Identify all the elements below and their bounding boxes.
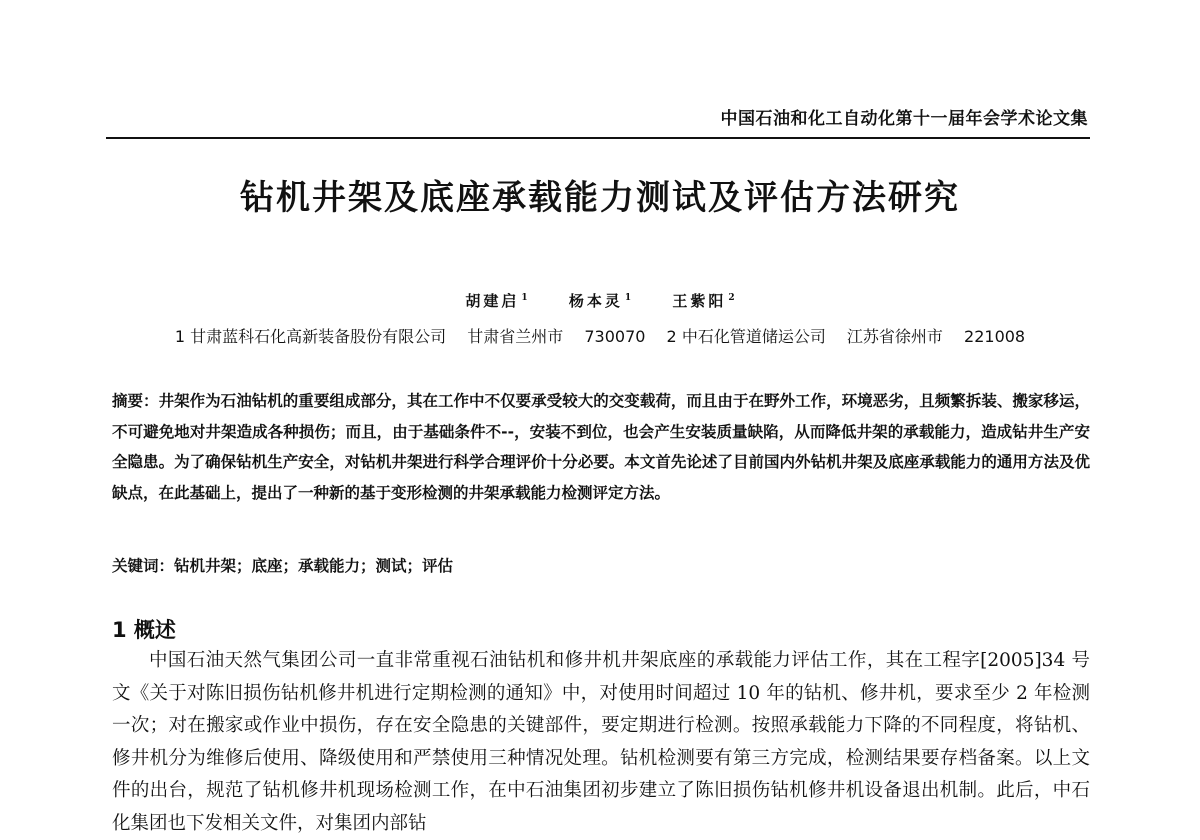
author-name: 胡建启 (465, 292, 520, 310)
author-list (0, 290, 1200, 311)
affiliation-2-postcode: 221008 (964, 327, 1026, 346)
author-3 (672, 290, 734, 311)
author-2 (569, 290, 631, 311)
keywords (112, 551, 1090, 581)
affiliation-2-city: 江苏省徐州市 (846, 327, 943, 346)
keywords-label: 关键词： (112, 557, 175, 575)
abstract (112, 386, 1090, 508)
author-1 (465, 290, 527, 311)
affiliations (0, 324, 1200, 347)
keywords-text: 钻机井架；底座；承载能力；测试；评估 (174, 557, 454, 575)
author-affiliation-mark: 2 (728, 293, 735, 303)
affiliation-2-org: 2 中石化管道储运公司 (666, 327, 826, 346)
abstract-text: 井架作为石油钻机的重要组成部分，其在工作中不仅要承受较大的交变载荷，而且由于在野外工作，环境恶劣，且频繁拆装、搬家移运，不可避免地对井架造成各种损伤；而且，由于基础条件不--，安装不到位，也会产生安装质量缺陷，从而降低井架的承载能力，造成钻井生产安全隐患。为了确保钻机生产安全，对钻机井架进行科学合理评价十分必要。本文首先论述了目前国内外钻机井架及底座承载能力的通用方法及优缺点，在此基础上，提出了一种新的基于变形检测的井架承载能力检测评定方法。 (112, 392, 1090, 502)
affiliation-1-org: 1 甘肃蓝科石化高新装备股份有限公司 (174, 327, 447, 346)
affiliation-1-city: 甘肃省兰州市 (467, 327, 564, 346)
section-body: 中国石油天然气集团公司一直非常重视石油钻机和修井机井架底座的承载能力评估工作，其在工程字[2005]34 号文《关于对陈旧损伤钻机修井机进行定期检测的通知》中，对使用时间超过 10 年的钻机、修井机，要求至少 2 年检测一次；对在搬家或作业中损伤，存在安全隐患的关键部件，要定期进行检测。按照承载能力下降的不同程度，将钻机、修井机分为维修后使用、降级使用和严禁使用三种情况处理。钻机检测要有第三方完成，检测结果要存档备案。以上文件的出台，规范了钻机修井机现场检测工作，在中石油集团初步建立了陈旧损伤钻机修井机设备退出机制。此后，中石化集团也下发相关文件，对集团内部钻 (112, 650, 1090, 834)
paper-title: 钻机井架及底座承载能力测试及评估方法研究 (240, 178, 960, 218)
author-affiliation-mark: 1 (521, 293, 528, 303)
affiliation-1-postcode: 730070 (584, 327, 646, 346)
section-heading: 1 概述 (112, 618, 176, 642)
author-affiliation-mark: 1 (624, 293, 632, 303)
header-rule (106, 137, 1090, 139)
abstract-label: 摘要： (112, 392, 159, 410)
author-name: 杨本灵 (568, 292, 623, 310)
running-header: 中国石油和化工自动化第十一届年会学术论文集 (720, 109, 1088, 129)
author-name: 王紫阳 (672, 292, 727, 310)
